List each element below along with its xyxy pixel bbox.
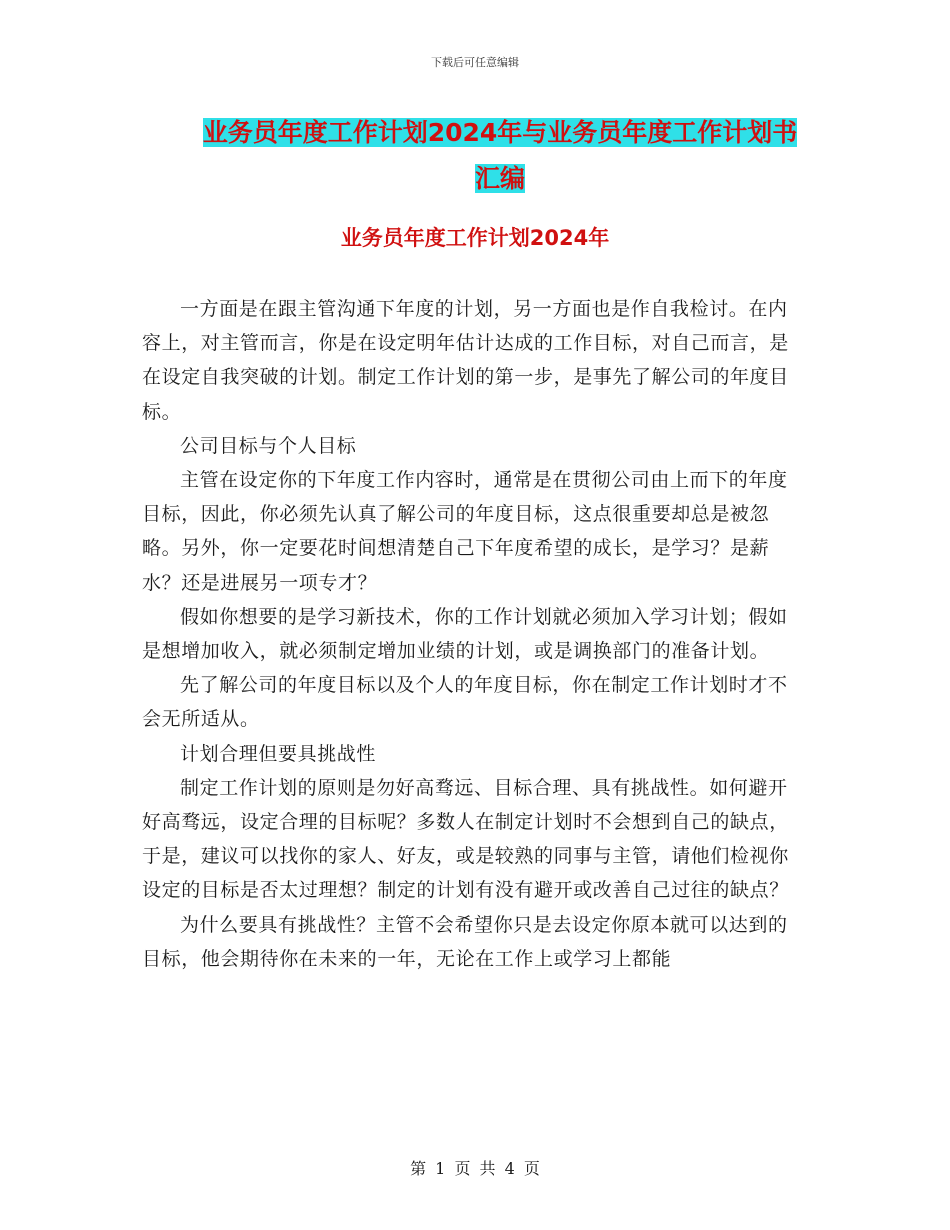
paragraph-planning-principles: 制定工作计划的原则是勿好高骛远、目标合理、具有挑战性。如何避开好高骛远，设定合理的目标呢？多数人在制定计划时不会想到自己的缺点，于是，建议可以找你的家人、好友，或是较熟的同事与主管，请他们检视你设定的目标是否太过理想？制定的计划有没有避开或改善自己过往的缺点？ (142, 776, 789, 902)
paragraph-intro: 一方面是在跟主管沟通下年度的计划，另一方面也是作自我检讨。在内容上，对主管而言，你是在设定明年估计达成的工作目标，对自己而言，是在设定自我突破的计划。制定工作计划的第一步，是事先了解公司的年度目标。 (142, 298, 789, 423)
document-title-line2: 汇编 (474, 164, 525, 193)
document-title (140, 110, 860, 202)
paragraph-company-goals: 主管在设定你的下年度工作内容时，通常是在贯彻公司由上而下的年度目标，因此，你必须先认真了解公司的年度目标，这点很重要却总是被忽略。另外，你一定要花时间想清楚自己下年度希望的成长，是学习？是薪水？还是进展另一项专才？ (142, 469, 788, 594)
paragraph-heading-company-goals: 公司目标与个人目标 (180, 434, 357, 457)
document-body (142, 292, 806, 976)
paragraph-learning-plan: 假如你想要的是学习新技术，你的工作计划就必须加入学习计划；假如是想增加收入，就必须制定增加业绩的计划，或是调换部门的准备计划。 (142, 605, 788, 663)
section-title: 业务员年度工作计划2024年 (340, 226, 610, 250)
page-header-note: 下载后可任意编辑 (431, 56, 519, 69)
document-title-line1: 业务员年度工作计划2024年与业务员年度工作计划书 (202, 118, 798, 147)
paragraph-why-challenge: 为什么要具有挑战性？主管不会希望你只是去设定你原本就可以达到的目标，他会期待你在未来的一年，无论在工作上或学习上都能 (142, 913, 788, 970)
page-footer: 第 1 页 共 4 页 (410, 1159, 540, 1178)
paragraph-understand-goals: 先了解公司的年度目标以及个人的年度目标，你在制定工作计划时才不会无所适从。 (142, 674, 788, 731)
paragraph-heading-challenge: 计划合理但要具挑战性 (180, 742, 377, 765)
